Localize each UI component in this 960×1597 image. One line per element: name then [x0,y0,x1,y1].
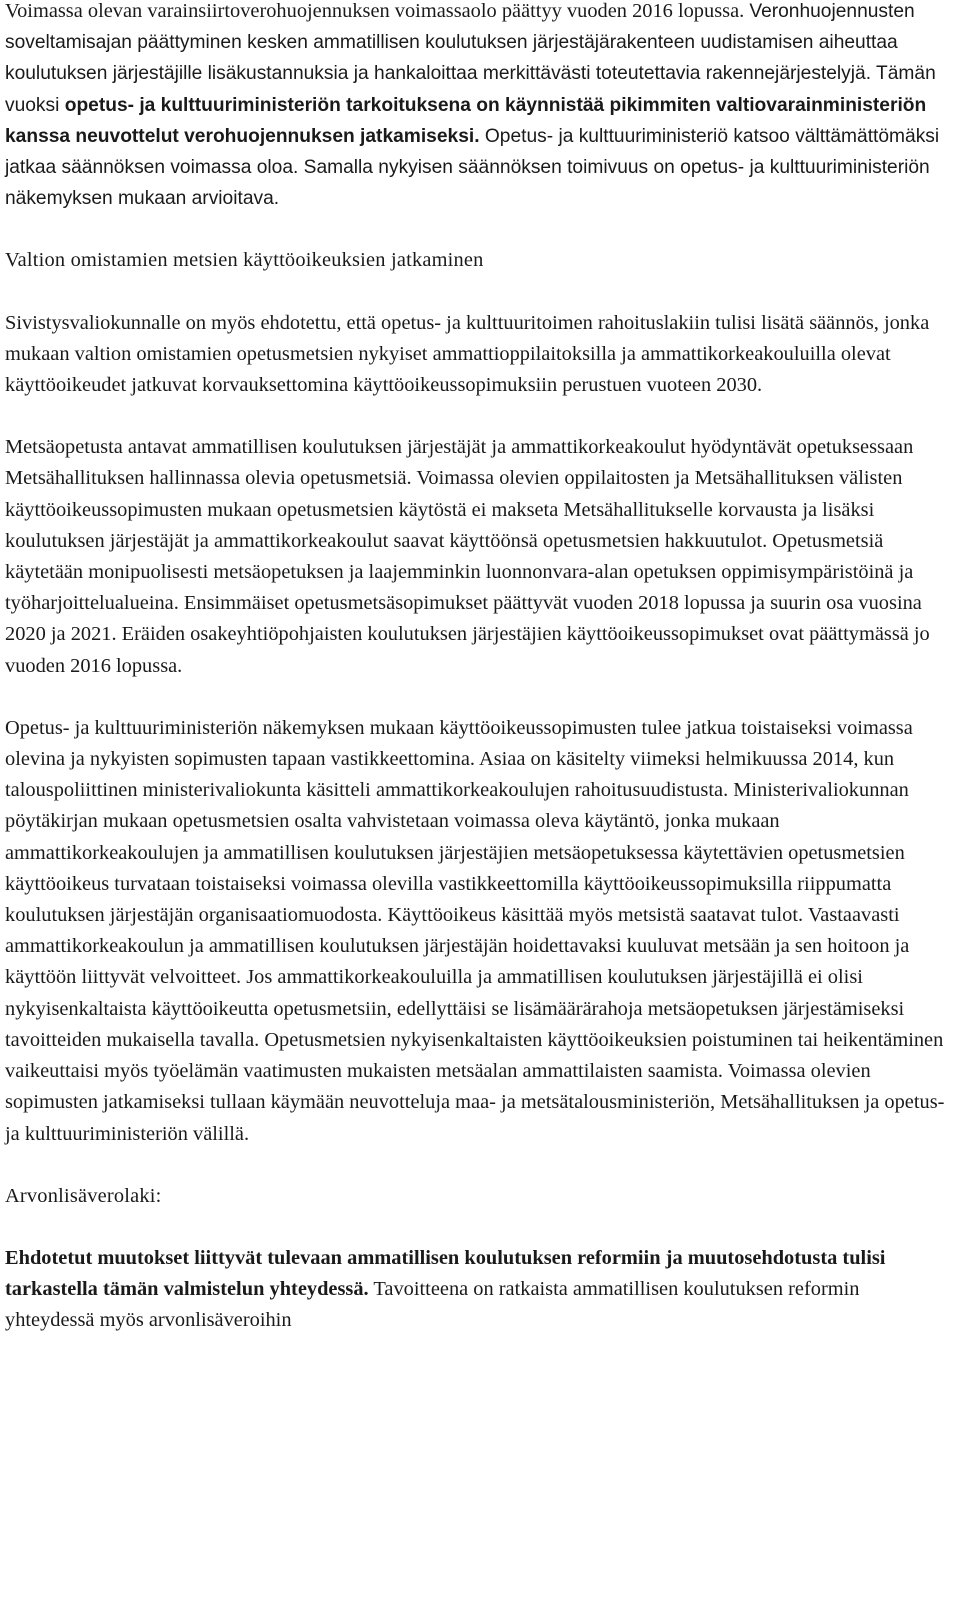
paragraph-tax-relief [5,0,945,214]
section-heading-forest-rights: Valtion omistamien metsien käyttöoikeuksien jatkaminen [5,249,484,272]
paragraph-text-emphasis: Ehdotetut muutokset liittyvät tulevaan ammatillisen koulutuksen reformiin ja muutosehdotusta tulisi tarkastella tämän valmistelun yhteydessä. [5,1246,886,1301]
paragraph-forest-education: Metsäopetusta antavat ammatillisen koulutuksen järjestäjät ja ammattikorkeakoulut hyödyntävät opetuksessaan Metsähallituksen hallinnassa olevia opetusmetsiä. Voimassa olevien oppilaitosten ja Metsähallituksen välisten käyttöoikeussopimusten mukaan opetusmetsien käytöstä ei makseta Metsähallitukselle korvausta ja lisäksi koulutuksen järjestäjät ja ammattikorkeakoulut saavat käyttöönsä opetusmetsien hakkuutulot. Opetusmetsiä käytetään monipuolisesti metsäopetuksen ja laajemminkin luonnonvara-alan opetuksen oppimisympäristöinä ja työharjoittelualueina. Ensimmäiset opetusmetsäsopimukset päättyvät vuoden 2018 lopussa ja suurin osa vuosina 2020 ja 2021. Eräiden osakeyhtiöpohjaisten koulutuksen järjestäjien käyttöoikeussopimukset ovat päättymässä jo vuoden 2016 lopussa. [5,436,930,677]
paragraph-proposal: Sivistysvaliokunnalle on myös ehdotettu, että opetus- ja kulttuuritoimen rahoituslakiin tulisi lisätä säännös, jonka mukaan valtion omistamien opetusmetsien nykyiset ammattioppilaitoksilla ja ammattikorkeakouluilla olevat käyttöoikeudet jatkuvat korvauksettomina käyttöoikeussopimuksiin perustuen vuoteen 2030. [5,311,930,397]
section-heading-vat-law: Arvonlisäverolaki: [5,1184,162,1207]
paragraph-text-emphasis: opetus- ja kulttuuriministeriön tarkoituksena on käynnistää pikimmiten valtiovarainministeriön kanssa neuvottelut verohuojennuksen jatkamiseksi. [5,94,927,147]
paragraph-text-sans: Veronhuojennusten soveltamisajan päättyminen kesken ammatillisen koulutuksen järjestäjärakenteen uudistamisen aiheuttaa koulutuksen järjestäjille lisäkustannuksia ja hankaloittaa merkittävästi toteutettavia rakennejärjestelyjä. Tämän vuoksi [5,1,936,116]
paragraph-text: Voimassa olevan varainsiirtoverohuojennuksen voimassaolo päättyy vuoden 2016 lopussa. [5,0,750,22]
paragraph-ministry-view: Opetus- ja kulttuuriministeriön näkemyksen mukaan käyttöoikeussopimusten tulee jatkua toistaiseksi voimassa olevina ja nykyisten sopimusten tapaan vastikkeettomina. Asiaa on käsitelty viimeksi helmikuussa 2014, kun talouspoliittinen ministerivaliokunta käsitteli ammattikorkeakoulujen rahoitusuudistusta. Ministerivaliokunnan pöytäkirjan mukaan opetusmetsien osalta vahvistetaan voimassa oleva käytäntö, jonka mukaan ammattikorkeakoulujen ja ammatillisen koulutuksen järjestäjien metsäopetuksessa käytettävien opetusmetsien käyttöoikeus turvataan toistaiseksi voimassa olevilla vastikkeettomilla käyttöoikeussopimuksilla riippumatta koulutuksen järjestäjän organisaatiomuodosta. Käyttöoikeus käsittää myös metsistä saatavat tulot. Vastaavasti ammattikorkeakoulun ja ammatillisen koulutuksen järjestäjän hoidettavaksi kuuluvat metsään ja sen hoitoon ja käyttöön liittyvät velvoitteet. Jos ammattikorkeakouluilla ja ammatillisen koulutuksen järjestäjillä ei olisi nykyisenkaltaista käyttöoikeutta opetusmetsiin, edellyttäisi se lisämäärärahoja metsäopetuksen järjestämiseksi tavoitteiden mukaisella tavalla. Opetusmetsien nykyisenkaltaisten käyttöoikeuksien poistuminen tai heikentäminen vaikeuttaisi myös työelämän vaatimusten mukaisten metsäalan ammattilaisten saamista. Voimassa olevien sopimusten jatkamiseksi tullaan käymään neuvotteluja maa- ja metsätalousministeriön, Metsähallituksen ja opetus- ja kulttuuriministeriön välillä. [5,716,945,1145]
paragraph-text: Tavoitteena on ratkaista ammatillisen koulutuksen reformin yhteydessä myös arvonlisäveroihin [5,1278,860,1332]
document-page [5,0,945,1368]
paragraph-text-sans: Opetus- ja kulttuuriministeriö katsoo välttämättömäksi jatkaa säännöksen voimassa oloa. Samalla nykyisen säännöksen toimivuus on opetus- ja kulttuuriministeriön näkemyksen mukaan arvioitava. [5,125,940,210]
paragraph-vat [5,1243,945,1337]
